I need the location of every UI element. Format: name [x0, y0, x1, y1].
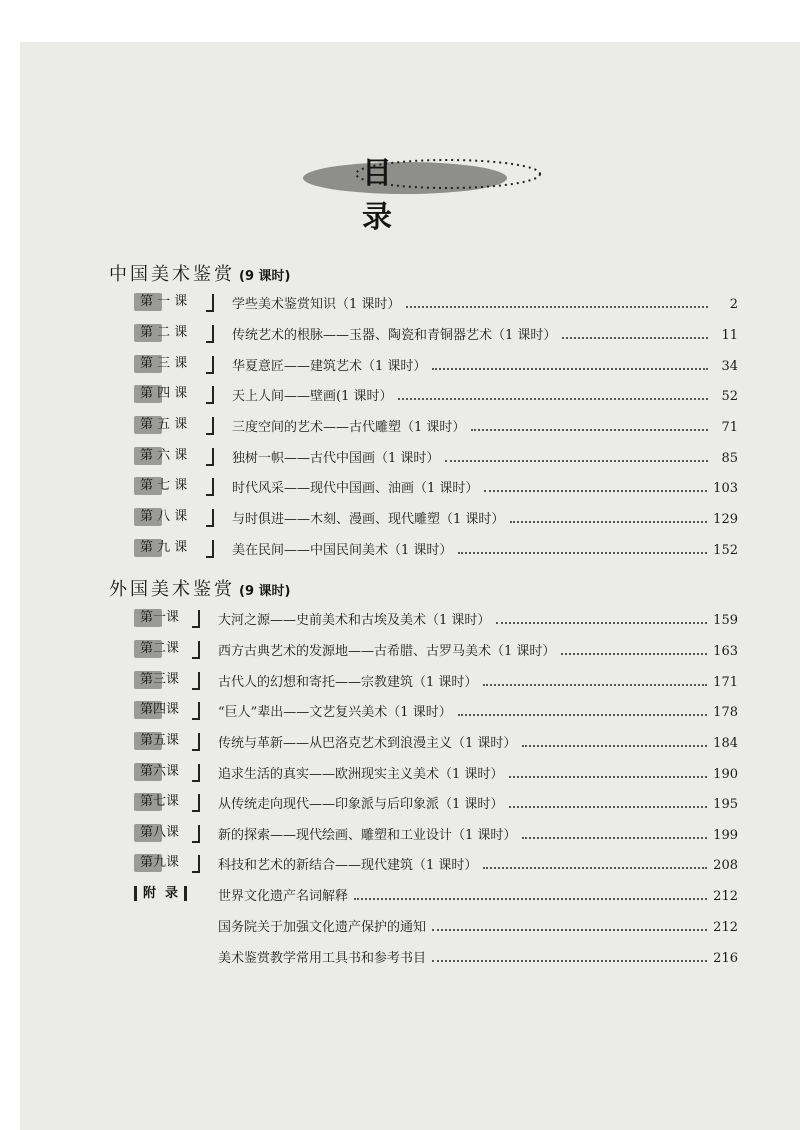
lesson-label: 第五课 — [140, 731, 196, 751]
section-heading-chinese-art — [109, 260, 290, 286]
toc-entry[interactable] — [0, 762, 800, 784]
page-number: 159 — [713, 613, 738, 628]
lesson-label: 第 一 课 — [140, 292, 206, 312]
lesson-title[interactable]: 美在民间——中国民间美术（1 课时） — [232, 543, 453, 558]
lesson-label: 第 七 课 — [140, 476, 206, 496]
section-hours: (9 课时) — [239, 269, 291, 284]
dot-leader — [432, 915, 707, 931]
lesson-label: 第二课 — [140, 639, 196, 659]
toc-entry-appendix[interactable] — [0, 915, 800, 937]
toc-entry[interactable] — [0, 476, 800, 498]
section-title: 外国美术鉴赏 — [109, 579, 235, 600]
dot-leader — [509, 792, 707, 808]
toc-entry[interactable] — [0, 446, 800, 468]
lesson-label: 第 二 课 — [140, 323, 206, 343]
dot-leader — [510, 507, 707, 523]
lesson-title[interactable]: “巨人”辈出——文艺复兴美术（1 课时） — [218, 705, 452, 720]
lesson-title[interactable]: 大河之源——史前美术和古埃及美术（1 课时） — [218, 613, 491, 628]
lesson-label: 第 五 课 — [140, 415, 206, 435]
lesson-title[interactable]: 学些美术鉴赏知识（1 课时） — [232, 297, 401, 312]
lesson-title[interactable]: 天上人间——壁画(1 课时） — [232, 389, 393, 404]
lesson-label: 第一课 — [140, 608, 196, 628]
dot-leader — [484, 476, 707, 492]
lesson-label: 第七课 — [140, 792, 196, 812]
lesson-label: 第 四 课 — [140, 384, 206, 404]
section-hours: (9 课时) — [239, 584, 291, 599]
lesson-title[interactable]: 古代人的幻想和寄托——宗教建筑（1 课时） — [218, 675, 478, 690]
lesson-title[interactable]: 三度空间的艺术——古代雕塑（1 课时） — [232, 420, 466, 435]
toc-entry[interactable] — [0, 323, 800, 345]
page-number: 195 — [713, 797, 738, 812]
page-number: 190 — [713, 767, 738, 782]
lesson-label: 第八课 — [140, 823, 196, 843]
toc-entry[interactable] — [0, 792, 800, 814]
page-number: 34 — [721, 359, 738, 374]
dot-leader — [458, 700, 707, 716]
page-number: 152 — [713, 543, 738, 558]
page-number: 103 — [713, 481, 738, 496]
dot-leader — [458, 538, 707, 554]
lesson-title[interactable]: 独树一帜——古代中国画（1 课时） — [232, 451, 440, 466]
lesson-label: 第 六 课 — [140, 446, 206, 466]
page-number: 2 — [729, 297, 738, 312]
dot-leader — [509, 762, 707, 778]
dot-leader — [496, 608, 707, 624]
toc-entry[interactable] — [0, 354, 800, 376]
lesson-title[interactable]: 时代风采——现代中国画、油画（1 课时） — [232, 481, 479, 496]
toc-entry[interactable] — [0, 670, 800, 692]
dot-leader — [432, 946, 707, 962]
appendix-title[interactable]: 美术鉴赏教学常用工具书和参考书目 — [218, 951, 427, 966]
page-number: 11 — [721, 328, 738, 343]
lesson-label: 第 三 课 — [140, 354, 206, 374]
toc-entry[interactable] — [0, 384, 800, 406]
page-number: 212 — [713, 889, 738, 904]
lesson-title[interactable]: 科技和艺术的新结合——现代建筑（1 课时） — [218, 858, 478, 873]
section-heading-foreign-art — [109, 575, 290, 601]
page-number: 163 — [713, 644, 738, 659]
lesson-title[interactable]: 与时俱进——木刻、漫画、现代雕塑（1 课时） — [232, 512, 505, 527]
toc-entry[interactable] — [0, 700, 800, 722]
lesson-label: 第 八 课 — [140, 507, 206, 527]
toc-entry[interactable] — [0, 415, 800, 437]
page-number: 208 — [713, 858, 738, 873]
page-number: 85 — [721, 451, 738, 466]
dot-leader — [471, 415, 708, 431]
lesson-label: 第 九 课 — [140, 538, 206, 558]
dot-leader — [432, 354, 708, 370]
appendix-title[interactable]: 国务院关于加强文化遗产保护的通知 — [218, 920, 427, 935]
lesson-label: 第六课 — [140, 762, 196, 782]
page-number: 71 — [721, 420, 738, 435]
page-number: 52 — [721, 389, 738, 404]
section-title: 中国美术鉴赏 — [109, 264, 235, 285]
toc-entry[interactable] — [0, 538, 800, 560]
dot-leader — [483, 670, 707, 686]
appendix-title[interactable]: 世界文化遗产名词解释 — [218, 889, 349, 904]
lesson-title[interactable]: 传统艺术的根脉——玉器、陶瓷和青铜器艺术（1 课时） — [232, 328, 557, 343]
toc-title-block — [300, 140, 560, 235]
page-number: 184 — [713, 736, 738, 751]
toc-entry-appendix[interactable] — [0, 884, 800, 906]
dot-leader — [483, 853, 707, 869]
lesson-title[interactable]: 新的探索——现代绘画、雕塑和工业设计（1 课时） — [218, 828, 517, 843]
lesson-title[interactable]: 追求生活的真实——欧洲现实主义美术（1 课时） — [218, 767, 504, 782]
lesson-title[interactable]: 华夏意匠——建筑艺术（1 课时） — [232, 359, 427, 374]
dot-leader — [354, 884, 707, 900]
page-number: 129 — [713, 512, 738, 527]
page-number: 178 — [713, 705, 738, 720]
lesson-label: 第三课 — [140, 670, 196, 690]
toc-entry[interactable] — [0, 507, 800, 529]
dot-leader — [398, 384, 708, 400]
page-number: 199 — [713, 828, 738, 843]
dot-leader — [561, 639, 707, 655]
page-number: 216 — [713, 951, 738, 966]
lesson-title[interactable]: 从传统走向现代——印象派与后印象派（1 课时） — [218, 797, 504, 812]
page-number: 212 — [713, 920, 738, 935]
lesson-label: 第九课 — [140, 853, 196, 873]
dot-leader — [562, 323, 708, 339]
lesson-title[interactable]: 传统与革新——从巴洛克艺术到浪漫主义（1 课时） — [218, 736, 517, 751]
toc-entry[interactable] — [0, 853, 800, 875]
dot-leader — [522, 823, 707, 839]
page-number: 171 — [713, 675, 738, 690]
dot-leader — [406, 292, 708, 308]
appendix-label: 附 录 — [134, 884, 210, 904]
toc-entry[interactable] — [0, 823, 800, 845]
dot-leader — [522, 731, 707, 747]
toc-entry[interactable] — [0, 292, 800, 314]
toc-entry[interactable] — [0, 608, 800, 630]
toc-entry-appendix[interactable] — [0, 946, 800, 968]
toc-entry[interactable] — [0, 731, 800, 753]
dot-leader — [445, 446, 708, 462]
toc-entry[interactable] — [0, 639, 800, 661]
lesson-label: 第四课 — [140, 700, 196, 720]
lesson-title[interactable]: 西方古典艺术的发源地——古希腊、古罗马美术（1 课时） — [218, 644, 556, 659]
toc-heading: 目 录 — [362, 156, 436, 235]
